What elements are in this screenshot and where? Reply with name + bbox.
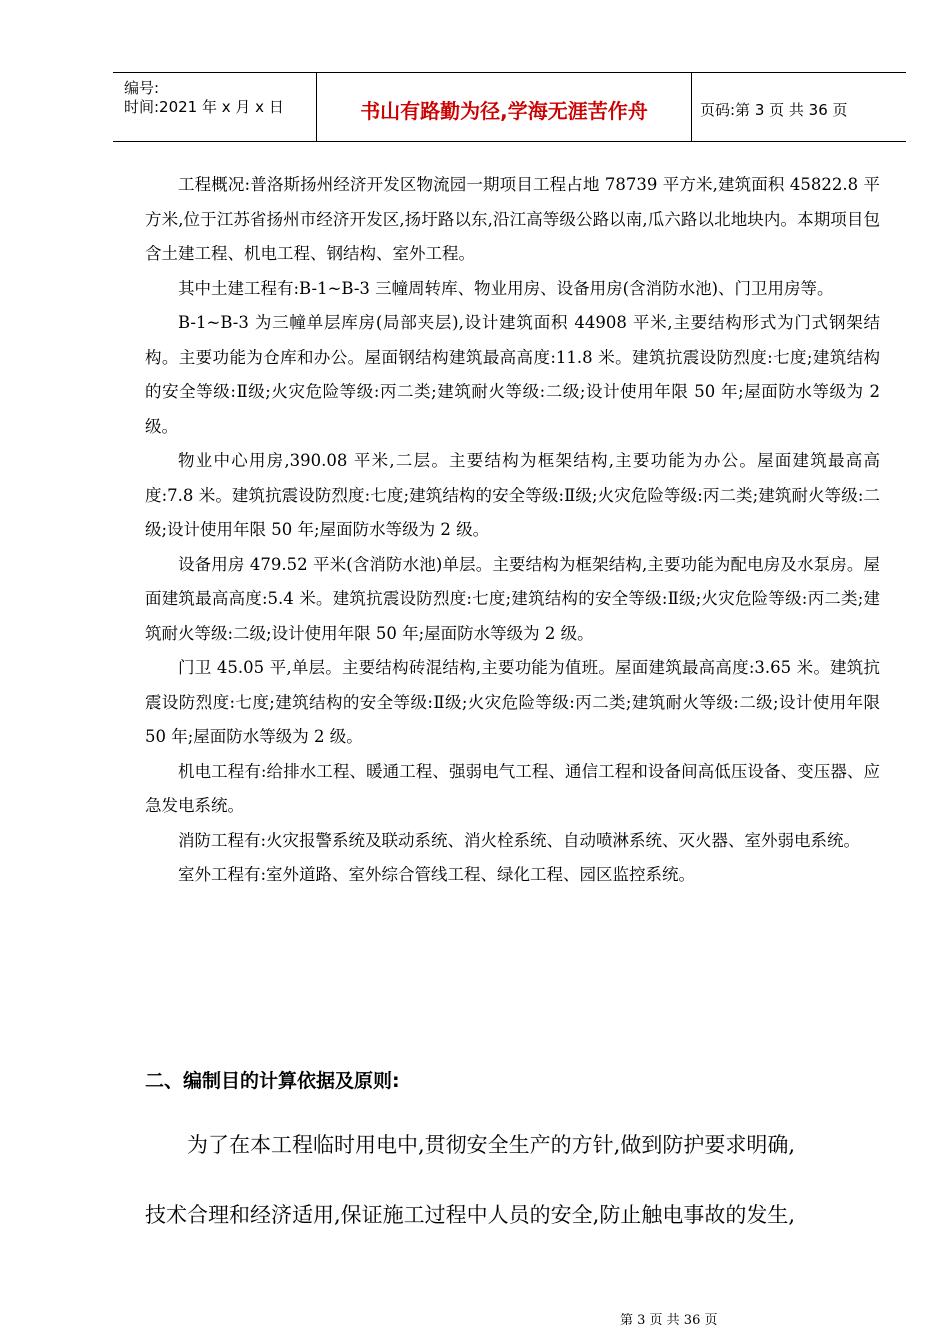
paragraph: 室外工程有:室外道路、室外综合管线工程、绿化工程、园区监控系统。 (178, 865, 696, 884)
footer-page-number: 第 3 页 共 36 页 (620, 1313, 718, 1328)
section-text (145, 1110, 890, 1250)
section-text-line: 技术合理和经济适用,保证施工过程中人员的安全,防止触电事故的发生, (145, 1203, 796, 1227)
paragraph: 物业中心用房,390.08 平米,二层。主要结构为框架结构,主要功能为办公。屋面建筑最高高度:7.8 米。建筑抗震设防烈度:七度;建筑结构的安全等级:Ⅱ级;火灾危险等级:丙二类;建筑耐火等级:二级;设计使用年限 50 年;屋面防水等级为 2 级。 (145, 451, 880, 539)
document-body (145, 168, 880, 893)
section-heading: 二、编制目的计算依据及原则: (145, 1070, 400, 1092)
header-page-cell (692, 73, 906, 141)
time-label: 时间:2021 年 x 月 x 日 (124, 98, 284, 116)
number-label: 编号: (124, 79, 160, 97)
paragraph: 其中土建工程有:B-1~B-3 三幢周转库、物业用房、设备用房(含消防水池)、门卫用房等。 (178, 278, 834, 298)
header-motto-cell (316, 73, 692, 141)
page-label: 页码:第 3 页 共 36 页 (700, 101, 848, 119)
header-table (113, 72, 906, 142)
paragraph: B-1~B-3 为三幢单层库房(局部夹层),设计建筑面积 44908 平米,主要结构形式为门式钢架结构。主要功能为仓库和办公。屋面钢结构建筑最高高度:11.8 米。建筑抗震设防烈度:七度;建筑结构的安全等级:Ⅱ级;火灾危险等级:丙二类;建筑耐火等级:二级;设计使用年限 50 年;屋面防水等级为 2 级。 (145, 313, 880, 436)
paragraph: 机电工程有:给排水工程、暖通工程、强弱电气工程、通信工程和设备间高低压设备、变压器、应急发电系统。 (145, 761, 880, 815)
paragraph: 工程概况:普洛斯扬州经济开发区物流园一期项目工程占地 78739 平方米,建筑面积 45822.8 平方米,位于江苏省扬州市经济开发区,扬圩路以东,沿江高等级公路以南,瓜六路以北地块内。本期项目包含土建工程、机电工程、钢结构、室外工程。 (145, 175, 880, 263)
motto: 书山有路勤为径,学海无涯苦作舟 (360, 99, 648, 123)
header-info-cell (113, 73, 316, 141)
paragraph: 设备用房 479.52 平米(含消防水池)单层。主要结构为框架结构,主要功能为配电房及水泵房。屋面建筑最高高度:5.4 米。建筑抗震设防烈度:七度;建筑结构的安全等级:Ⅱ级;火灾危险等级:丙二类;建筑耐火等级:二级;设计使用年限 50 年;屋面防水等级为 2 级。 (145, 554, 880, 643)
paragraph: 消防工程有:火灾报警系统及联动系统、消火栓系统、自动喷淋系统、灭火器、室外弱电系统。 (178, 830, 861, 850)
paragraph: 门卫 45.05 平,单层。主要结构砖混结构,主要功能为值班。屋面建筑最高高度:3.65 米。建筑抗震设防烈度:七度;建筑结构的安全等级:Ⅱ级;火灾危险等级:丙二类;建筑耐火等级:二级;设计使用年限 50 年;屋面防水等级为 2 级。 (145, 658, 880, 746)
section-text-line: 为了在本工程临时用电中,贯彻安全生产的方针,做到防护要求明确, (187, 1133, 796, 1157)
